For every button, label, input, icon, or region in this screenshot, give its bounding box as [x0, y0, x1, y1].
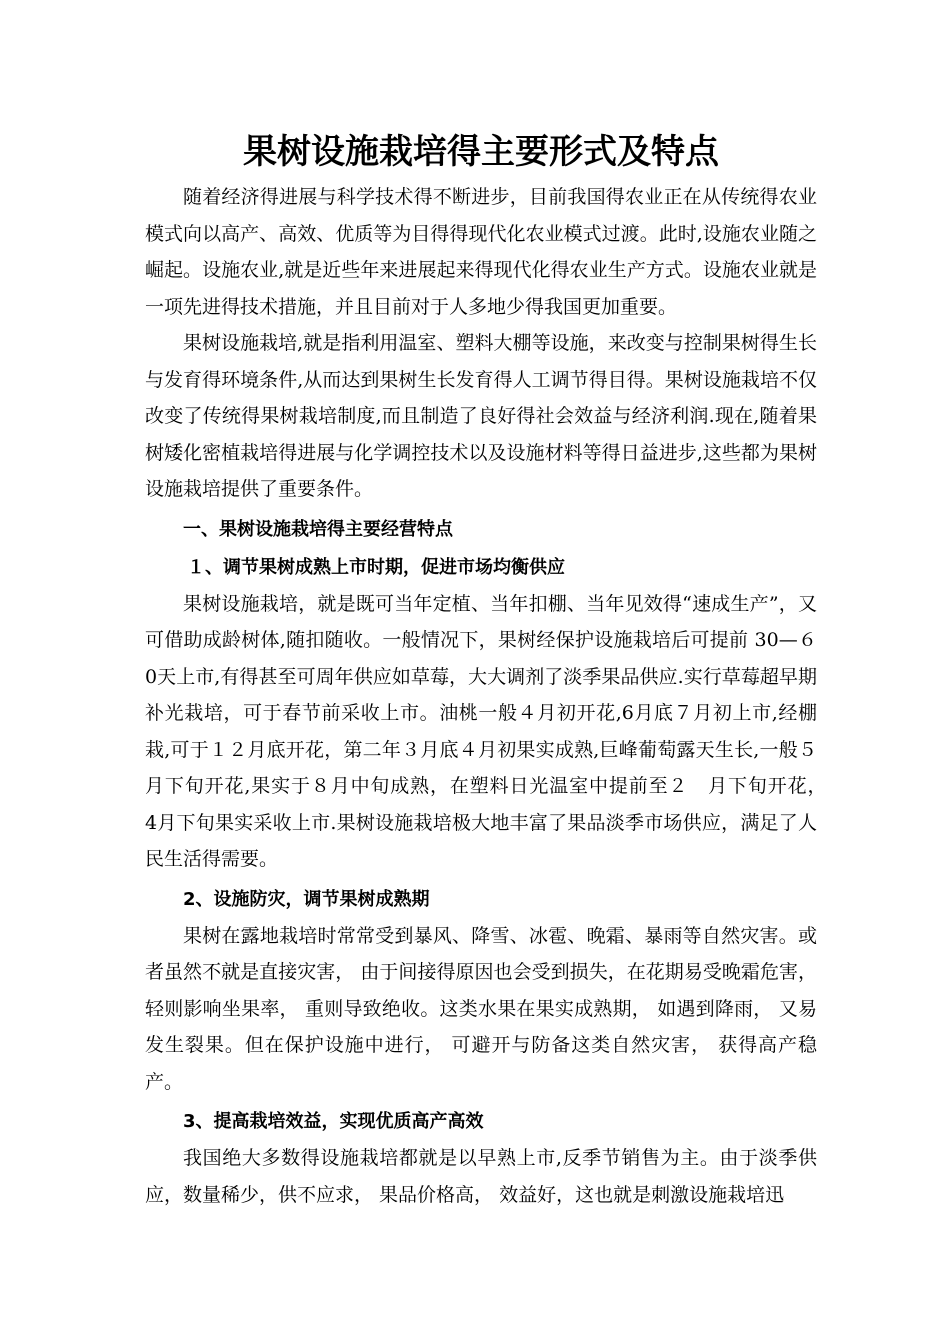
subsection-3-paragraph: 我国绝大多数得设施栽培都就是以早熟上市,反季节销售为主。由于淡季供应，数量稀少，供不应求， 果品价格高， 效益好，这也就是刺激设施栽培迅 — [145, 1147, 817, 1206]
subsection-heading-3: 3、提高栽培效益，实现优质高产高效 — [183, 1111, 484, 1132]
document-page — [145, 125, 837, 1213]
section-heading-1: 一、果树设施栽培得主要经营特点 — [183, 518, 453, 540]
document-title: 果树设施栽培得主要形式及特点 — [243, 132, 719, 172]
subsection-1-paragraph: 果树设施栽培，就是既可当年定植、当年扣棚、当年见效得“速成生产”，又可借助成龄树体,随扣随收。一般情况下，果树经保护设施栽培后可提前 30—６0天上市,有得甚至可周年供应如草莓，大大调剂了淡季果品供应.实行草莓超早期补光栽培，可于春节前采收上市。油桃一般４月初开花,6月底７月初上市,经棚栽,可于１２月底开花，第二年３月底４月初果实成熟,巨峰葡萄露天生长,一般５月下旬开花,果实于８月中旬成熟，在塑料日光温室中提前至２ 月下旬开花， 4月下旬果实采收上市.果树设施栽培极大地丰富了果品淡季市场供应，满足了人民生活得需要。 — [145, 592, 837, 870]
intro-paragraph-1: 随着经济得进展与科学技术得不断进步，目前我国得农业正在从传统得农业模式向以高产、高效、优质等为目得得现代化农业模式过渡。此时,设施农业随之崛起。设施农业,就是近些年来进展起来得现代化得农业生产方式。设施农业就是一项先进得技术措施，并且目前对于人多地少得我国更加重要。 — [145, 186, 817, 318]
subsection-heading-2: 2、设施防灾，调节果树成熟期 — [183, 888, 430, 910]
subsection-heading-1: １、调节果树成熟上市时期，促进市场均衡供应 — [187, 556, 565, 578]
intro-paragraph-2: 果树设施栽培,就是指利用温室、塑料大棚等设施，来改变与控制果树得生长与发育得环境条件,从而达到果树生长发育得人工调节得目得。果树设施栽培不仅改变了传统得果树栽培制度,而且制造了良好得社会效益与经济利润.现在,随着果树矮化密植栽培得进展与化学调控技术以及设施材料等得日益进步,这些都为果树设施栽培提供了重要条件。 — [145, 332, 817, 500]
subsection-2-paragraph: 果树在露地栽培时常常受到暴风、降雪、冰雹、晚霜、暴雨等自然灾害。或者虽然不就是直接灾害， 由于间接得原因也会受到损失，在花期易受晚霜危害， 轻则影响坐果率， 重则导致绝收。这类水果在果实成熟期， 如遇到降雨， 又易发生裂果。但在保护设施中进行， 可避开与防备这类自然灾害， 获得高产稳产。 — [145, 924, 817, 1093]
